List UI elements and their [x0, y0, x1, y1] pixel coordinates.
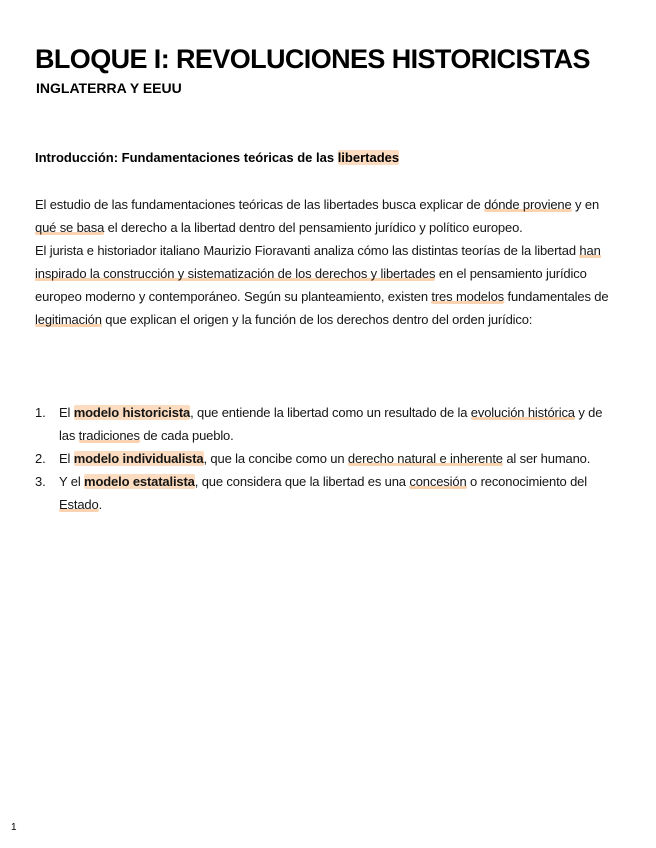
section-heading-highlight: libertades: [337, 150, 400, 165]
text-run: Y el: [59, 474, 85, 489]
models-list: [35, 401, 615, 516]
paragraph-2: [35, 239, 615, 331]
text-run: , que entiende la libertad como un resultado de la: [190, 405, 471, 420]
text-run: el derecho a la libertad dentro del pensamiento jurídico y político europeo.: [104, 220, 523, 235]
highlighted-text: qué se basa: [35, 220, 105, 235]
document-subtitle: INGLATERRA Y EEUU: [36, 80, 182, 96]
list-item: [35, 447, 615, 470]
highlighted-text: Estado: [59, 497, 99, 512]
text-run: .: [98, 497, 103, 512]
paragraph-1: [35, 193, 615, 239]
text-run: y en: [571, 197, 600, 212]
model-name: modelo historicista: [73, 405, 191, 420]
highlighted-text: han inspirado la construcción y sistematización de los derechos y libertades: [35, 243, 601, 281]
highlighted-text: tradiciones: [78, 428, 140, 443]
text-run: en el pensamiento jurídico europeo moderno y contemporáneo. Según su planteamiento, existen: [35, 266, 587, 304]
model-name: modelo estatalista: [84, 474, 195, 489]
text-run: de cada pueblo.: [139, 428, 234, 443]
text-run: o reconocimiento del: [466, 474, 587, 489]
list-number: 2.: [35, 451, 46, 466]
list-number: 3.: [35, 474, 46, 489]
text-run: al ser humano.: [502, 451, 591, 466]
highlighted-text: legitimación: [35, 312, 102, 327]
text-run: que explican el origen y la función de los derechos dentro del orden jurídico:: [101, 312, 533, 327]
section-heading: [35, 150, 399, 165]
document-title: BLOQUE I: REVOLUCIONES HISTORICISTAS: [35, 44, 590, 74]
highlighted-text: derecho natural e inherente: [347, 451, 503, 466]
list-item: [35, 401, 615, 447]
text-run: El: [59, 451, 74, 466]
text-run: , que considera que la libertad es una: [194, 474, 410, 489]
text-run: y de las: [59, 405, 603, 443]
text-run: , que la concibe como un: [203, 451, 348, 466]
introduction-text: [35, 193, 615, 331]
page-number: 1: [11, 822, 17, 833]
model-name: modelo individualista: [73, 451, 204, 466]
list-item: [35, 470, 615, 516]
section-heading-text: Introducción: Fundamentaciones teóricas de las: [35, 150, 338, 165]
text-run: El jurista e historiador italiano Maurizio Fioravanti analiza cómo las distintas teorías de la libertad: [35, 243, 580, 258]
highlighted-text: dónde proviene: [484, 197, 572, 212]
highlighted-text: evolución histórica: [470, 405, 575, 420]
text-run: El estudio de las fundamentaciones teóricas de las libertades busca explicar de: [35, 197, 485, 212]
list-number: 1.: [35, 405, 46, 420]
text-run: fundamentales de: [504, 289, 609, 304]
highlighted-text: concesión: [409, 474, 467, 489]
highlighted-text: tres modelos: [431, 289, 505, 304]
text-run: El: [59, 405, 74, 420]
